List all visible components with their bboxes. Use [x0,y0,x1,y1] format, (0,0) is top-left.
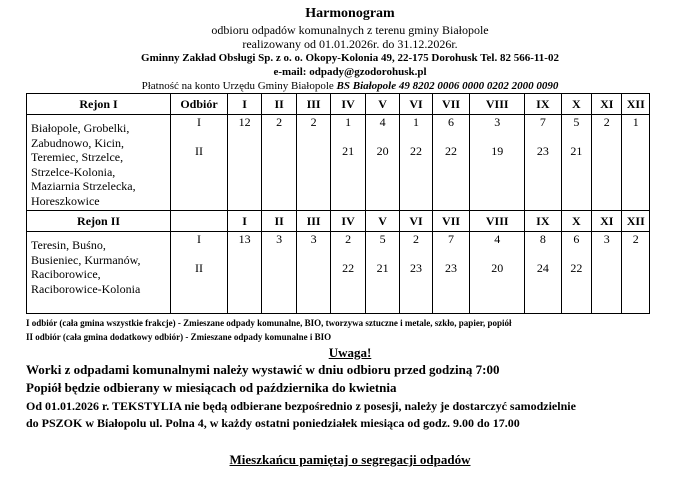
footnote-first-collection: I odbiór (cała gmina wszystkie frakcje) - Zmieszane odpady komunalne, BIO, tworzywa sztuczne i metale, szkło, papier, popiół [26,318,512,328]
pickup-day: 20 [491,261,504,275]
day-cell [331,232,365,314]
locality-line: Strzelce-Kolonia, [31,164,116,179]
day-cell [365,232,399,314]
month-header: VIII [470,94,525,115]
locality-line: Raciborowice, [31,267,101,281]
month-header: IX [525,211,562,232]
collection-label: I [196,232,201,246]
month-header: I [227,211,261,232]
pickup-day: 5 [379,232,386,246]
region-name: Rejon II [27,211,171,232]
day-cell [227,232,261,314]
pickup-day: 23 [536,144,549,158]
pickup-day: 1 [413,115,420,129]
month-header: V [365,211,399,232]
notice-line: do PSZOK w Białopolu ul. Polna 4, w każdy ostatni poniedziałek miesiąca od godz. 9.00 do 17.00 [26,416,520,430]
pickup-day [228,261,261,290]
month-header: IX [525,94,562,115]
pickup-day: 21 [342,144,355,158]
region-name: Rejon I [27,94,171,115]
notice-heading: Uwaga! [328,345,372,360]
collection-label: I [196,115,201,129]
day-cell [622,115,650,211]
month-header: XII [622,94,650,115]
pickup-day: 2 [632,232,639,246]
pickup-day: 7 [448,232,455,246]
pickup-day: 21 [570,144,583,158]
payment-line [0,80,700,92]
odbior-header [171,211,228,232]
notice-line: Worki z odpadami komunalnymi należy wystawić w dniu odbioru przed godziną 7:00 [26,362,500,377]
pickup-day: 1 [345,115,352,129]
collection-type [171,115,228,211]
pickup-day [297,144,330,173]
pickup-day: 2 [276,115,283,129]
document-title: Harmonogram [305,6,395,21]
day-cell [470,115,525,211]
pickup-day [262,144,295,173]
month-header: X [561,94,591,115]
pickup-day: 2 [603,115,610,129]
locality-line: Teresin, Buśno, [31,238,106,252]
day-cell [400,232,432,314]
schedule-table [26,93,650,314]
pickup-day: 3 [276,232,283,246]
notice-line: Popiół będzie odbierany w miesiącach od października do kwietnia [26,380,397,395]
day-cell [561,232,591,314]
month-header: V [365,94,399,115]
pickup-day: 22 [342,261,355,275]
pickup-day [262,261,295,290]
month-header: VII [432,94,470,115]
day-cell [296,232,330,314]
day-cell [561,115,591,211]
pickup-day: 3 [494,115,501,129]
day-cell [262,115,296,211]
pickup-day [592,144,621,173]
pickup-day: 8 [539,232,546,246]
day-cell [331,115,365,211]
day-cell [470,232,525,314]
locality-list [27,232,171,314]
locality-line: Horeszkowice [31,193,100,208]
pickup-day: 2 [345,232,352,246]
pickup-day: 4 [379,115,386,129]
day-cell [432,232,470,314]
month-header: XI [592,94,622,115]
pickup-day: 20 [376,144,389,158]
pickup-day: 5 [573,115,580,129]
month-header: III [296,211,330,232]
pickup-day [592,261,621,290]
month-header: II [262,211,296,232]
day-cell [365,115,399,211]
locality-line: Białopole, Grobelki, [31,121,130,135]
pickup-day: 24 [536,261,549,275]
odbior-header: Odbiór [171,94,228,115]
pickup-day: 4 [494,232,501,246]
footnote-second-collection: II odbiór (cała gmina dodatkowy odbiór) - Zmieszane odpady komunalne i BIO [26,332,332,342]
collection-label: II [194,144,203,158]
region-header-row [27,211,650,232]
pickup-day: 23 [445,261,458,275]
collection-label: II [194,261,203,275]
bank-account: BS Białopole 49 8202 0006 0000 0202 2000 0090 [336,80,559,92]
month-header: I [227,94,261,115]
pickup-day: 2 [310,115,317,129]
pickup-day [228,144,261,173]
month-header: XI [592,211,622,232]
month-header: X [561,211,591,232]
locality-line: Busieniec, Kurmanów, [31,252,141,267]
region-header-row [27,94,650,115]
pickup-day: 12 [238,115,251,129]
day-cell [227,115,261,211]
collection-type [171,232,228,314]
pickup-day: 22 [445,144,458,158]
month-header: VII [432,211,470,232]
locality-line: Raciborowice-Kolonia [31,281,141,296]
day-cell [296,115,330,211]
pickup-day: 6 [573,232,580,246]
month-header: VI [400,211,432,232]
notice-line: Od 01.01.2026 r. TEKSTYLIA nie będą odbierane bezpośrednio z posesji, należy je dostarczyć samodzielnie [26,399,576,413]
pickup-day: 2 [413,232,420,246]
pickup-day: 21 [376,261,389,275]
pickup-day: 23 [410,261,423,275]
pickup-day [622,144,649,173]
month-header: XII [622,211,650,232]
locality-line: Maziarnia Strzelecka, [31,179,136,193]
payment-text: Płatność na konto Urzędu Gminy Białopole [141,80,337,92]
region-data-row [27,115,650,211]
day-cell [592,115,622,211]
pickup-day: 7 [539,115,546,129]
day-cell [592,232,622,314]
day-cell [525,232,562,314]
locality-line: Zabudnowo, Kicin, [31,135,124,150]
month-header: IV [331,211,365,232]
pickup-day: 6 [448,115,455,129]
pickup-day: 3 [310,232,317,246]
pickup-day [297,261,330,290]
pickup-day: 3 [603,232,610,246]
month-header: VI [400,94,432,115]
region-data-row [27,232,650,314]
month-header: II [262,94,296,115]
pickup-day: 13 [238,232,251,246]
month-header: IV [331,94,365,115]
day-cell [262,232,296,314]
day-cell [622,232,650,314]
day-cell [432,115,470,211]
locality-list [27,115,171,211]
month-header: VIII [470,211,525,232]
day-cell [400,115,432,211]
day-cell [525,115,562,211]
subtitle-line: odbioru odpadów komunalnych z terenu gminy Białopole [211,23,489,37]
company-line: Gminny Zakład Obsługi Sp. z o. o. Okopy-Kolonia 49, 22-175 Dorohusk Tel. 82 566-11-02 [141,52,559,64]
pickup-day [622,261,649,290]
period-line: realizowany od 01.01.2026r. do 31.12.2026r. [242,37,458,51]
footer-slogan: Mieszkańcu pamiętaj o segregacji odpadów [229,452,471,467]
email-line: e-mail: odpady@gzodorohusk.pl [273,66,427,78]
pickup-day: 22 [410,144,423,158]
locality-line: Teremiec, Strzelce, [31,150,124,164]
pickup-day: 1 [632,115,639,129]
month-header: III [296,94,330,115]
pickup-day: 22 [570,261,583,275]
pickup-day: 19 [491,144,504,158]
